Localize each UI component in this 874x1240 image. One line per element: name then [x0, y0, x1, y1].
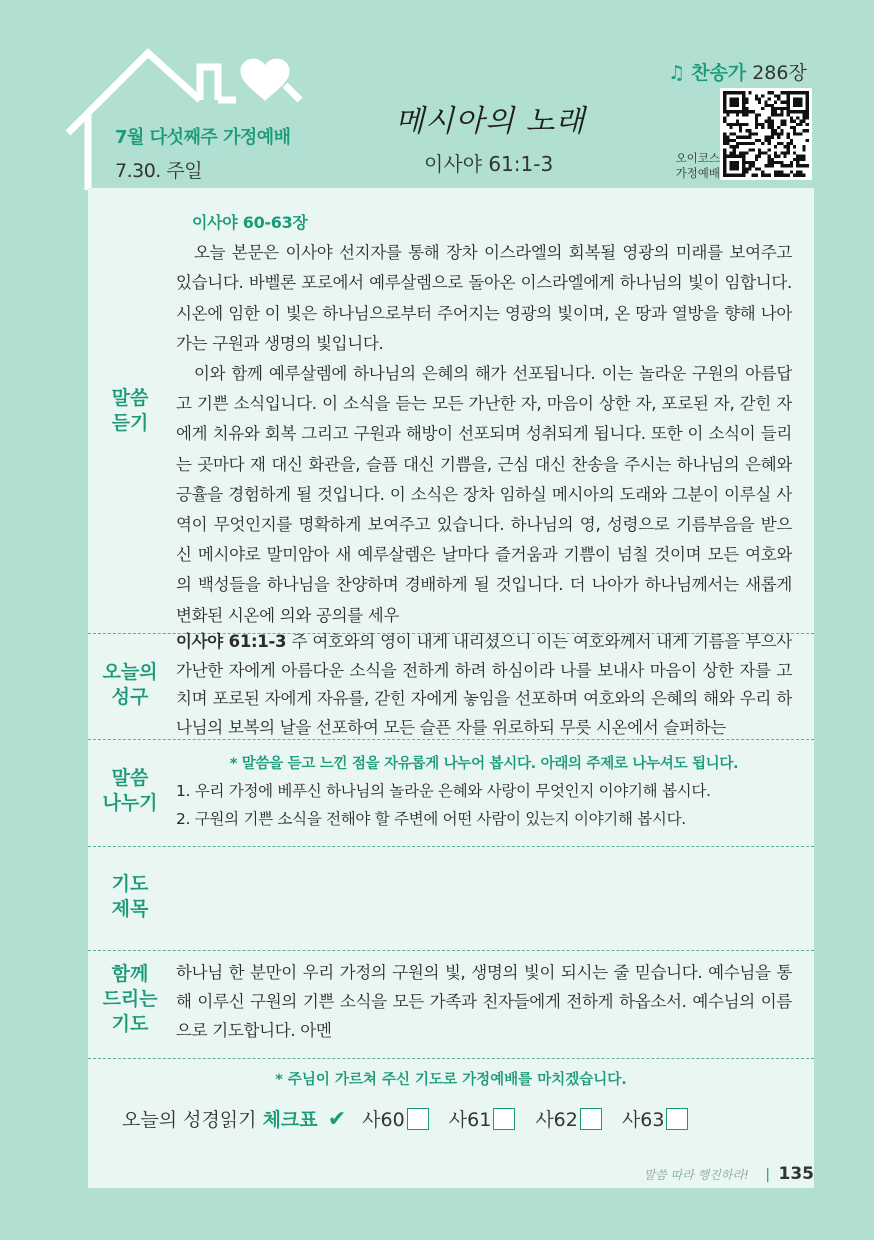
qr-label: 오이코스 가정예배 [675, 151, 720, 180]
reading-checkbox[interactable] [493, 1108, 515, 1130]
section-label-sermon: 말씀 듣기 [111, 387, 149, 434]
divider [88, 739, 814, 740]
reading-checklist [122, 1105, 702, 1132]
divider [88, 950, 814, 951]
page-number: 135 [778, 1164, 814, 1184]
checkmark-icon: ✔ [327, 1107, 347, 1132]
section-label-verse: 오늘의 성구 [102, 661, 158, 708]
reading-item-label: 사62 [535, 1109, 578, 1131]
sharing-item-2: 2. 구원의 기쁜 소식을 전해야 할 주변에 어떤 사람이 있는지 이야기해 봅시다. [176, 810, 686, 828]
reading-item-label: 사63 [621, 1109, 665, 1131]
qr-code-icon[interactable] [720, 88, 812, 180]
verse-body: 주 여호와의 영이 내게 내리셨으니 이는 여호와께서 내게 기름을 부으사 가난한 자에게 아름다운 소식을 전하게 하려 하심이라 나를 보내사 마음이 상한 자를 고치며 포로된 자에게 자유를, 갇힌 자에게 놓임을 선포하며 여호와의 은혜의 해와 우리 하나님의 보복의 날을 선포하여 모든 슬픈 자를 위로하되 무릇 시온에서 슬퍼하는 [176, 632, 792, 737]
sharing-content [176, 751, 792, 833]
scripture-reference: 이사야 61:1-3 [424, 152, 554, 176]
footer-tagline: 말씀 따라 행진하라! [643, 1168, 749, 1182]
sermon-subref: 이사야 60-63장 [192, 213, 308, 232]
hymn-number: 286장 [752, 62, 807, 84]
section-label-sharing: 말씀 나누기 [102, 767, 158, 814]
reading-check-label: 체크표 [262, 1109, 318, 1131]
reading-checkbox[interactable] [407, 1108, 429, 1130]
music-note-icon: ♫ [668, 62, 686, 84]
page-title: 메시아의 노래 [395, 104, 586, 139]
section-label-together-prayer: 함께 드리는 기도 [102, 963, 158, 1035]
footer-divider: | [765, 1167, 771, 1183]
worship-date: 7.30. 주일 [115, 160, 203, 182]
reading-checkbox[interactable] [666, 1108, 688, 1130]
hymn-label: 찬송가 [691, 62, 747, 84]
closing-note: * 주님이 가르쳐 주신 기도로 가정예배를 마치겠습니다. [275, 1072, 627, 1088]
sermon-paragraph-2: 이와 함께 예루살렘에 하나님의 은혜의 해가 선포됩니다. 이는 놀라운 구원의 아름답고 기쁜 소식입니다. 이 소식을 듣는 모든 가난한 자, 마음이 상한 자, 포로된 자, 갇힌 자에게 치유와 회복 그리고 구원과 해방이 선포되며 성취되게 됩니다. 또한 이 소식이 들리는 곳마다 재 대신 화관을, 슬픔 대신 기쁨을, 근심 대신 찬송을 주시는 하나님의 은혜와 긍휼을 경험하게 될 것입니다. 이 소식은 장차 임하실 메시아의 도래와 그분이 이루실 사역이 무엇인지를 명확하게 보여주고 있습니다. 하나님의 영, 성령으로 기름부음을 받으신 메시야로 말미암아 새 예루살렘은 날마다 즐거움과 기쁨이 넘칠 것이며 모든 여호와의 백성들을 하나님을 찬양하며 경배하게 될 것입니다. 더 나아가 하나님께서는 새롭게 변화된 시온에 의와 공의를 세우 [176, 364, 792, 625]
week-title: 7월 다섯째주 가정예배 [115, 127, 291, 148]
section-label-prayer-topic: 기도 제목 [111, 873, 149, 920]
sharing-note: * 말씀을 듣고 느낀 점을 자유롭게 나누어 봅시다. 아래의 주제로 나누셔도 됩니다. [229, 756, 739, 772]
verse-text [176, 628, 792, 738]
reading-item-label: 사61 [448, 1109, 492, 1131]
page-footer [644, 1164, 814, 1184]
sermon-text [176, 208, 792, 631]
divider [88, 1058, 814, 1059]
verse-reference: 이사야 61:1-3 [176, 632, 287, 651]
reading-checkbox[interactable] [580, 1108, 602, 1130]
hymn-info [668, 58, 807, 85]
divider [88, 846, 814, 847]
sharing-item-1: 1. 우리 가정에 베푸신 하나님의 놀라운 은혜와 사랑이 무엇인지 이야기해 봅시다. [176, 782, 711, 800]
sermon-paragraph-1: 오늘 본문은 이사야 선지자를 통해 장차 이스라엘의 회복될 영광의 미래를 보여주고 있습니다. 바벨론 포로에서 예루살렘으로 돌아온 이스라엘에게 하나님의 빛이 임합니다. 시온에 임한 이 빛은 하나님으로부터 주어지는 영광의 빛이며, 온 땅과 열방을 향해 나아가는 구원과 생명의 빛입니다. [176, 243, 792, 353]
together-prayer-text: 하나님 한 분만이 우리 가정의 구원의 빛, 생명의 빛이 되시는 줄 믿습니다. 예수님을 통해 이루신 구원의 기쁜 소식을 모든 가족과 친자들에게 전하게 하옵소서. 예수님의 이름으로 기도합니다. 아멘 [176, 963, 792, 1040]
reading-check-prefix: 오늘의 성경읽기 [122, 1109, 257, 1131]
reading-item-label: 사60 [362, 1109, 405, 1131]
